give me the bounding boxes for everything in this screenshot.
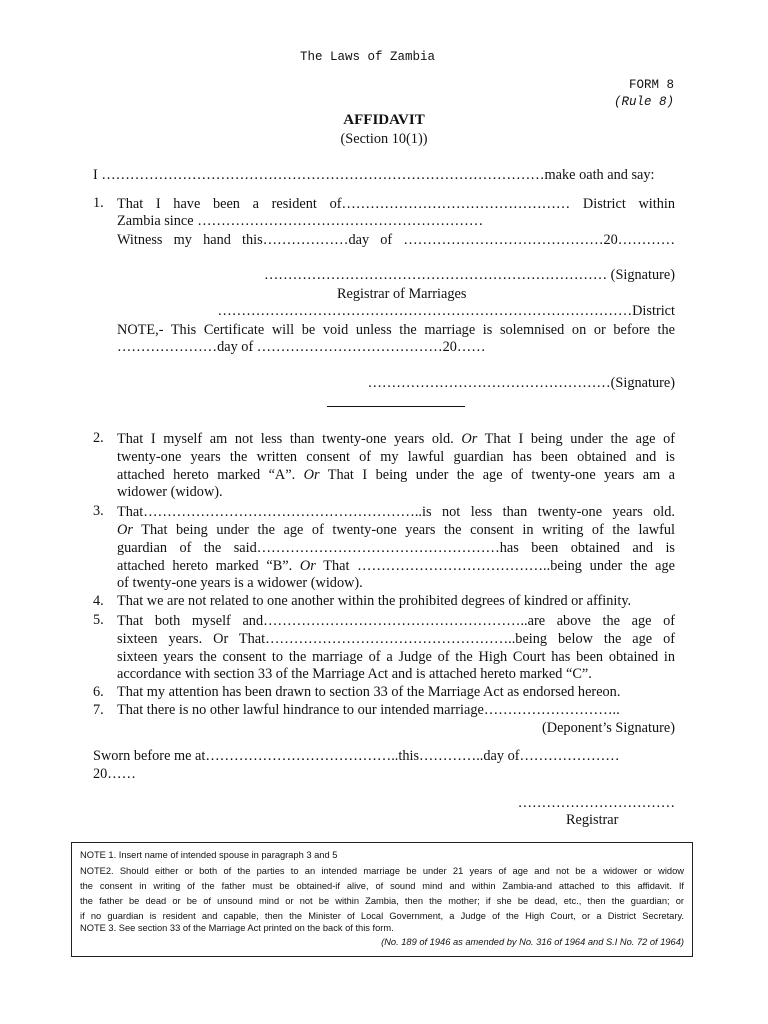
- para5-line: accordance with section 33 of the Marriage Act and is attached hereto marked “C”.: [117, 666, 592, 682]
- sworn-year: 20……: [93, 766, 136, 782]
- paragraph-number: 4.: [93, 593, 104, 609]
- para2-line: attached hereto marked “A”. Or That I being under the age of twenty-one years am a: [117, 467, 676, 483]
- paragraph-number: 1.: [93, 195, 104, 211]
- section-reference: (Section 10(1)): [340, 131, 428, 147]
- para5-line: sixteen years the consent to the marriage of a Judge of the High Court has been obtained in: [117, 649, 675, 665]
- citation: (No. 189 of 1946 as amended by No. 316 of 1964 and S.I No. 72 of 1964): [381, 937, 684, 947]
- registrar-signature-line: ……………………………: [517, 795, 675, 811]
- para5-line: That both myself and………………………………………………..are above the age of: [117, 613, 675, 629]
- oath-line: I …………………………………………………………………………………make oath and say:: [93, 167, 655, 183]
- deponent-signature: (Deponent’s Signature): [541, 720, 675, 736]
- para3-line: Or That being under the age of twenty-one years the consent in writing of the lawful: [117, 522, 675, 538]
- para1-line2: Zambia since ……………………………………………………: [117, 213, 484, 229]
- law-title: The Laws of Zambia: [300, 50, 436, 64]
- signature-line: ……………………………………………………………… (Signature): [263, 267, 675, 283]
- paragraph-number: 2.: [93, 430, 104, 446]
- para2-line: That I myself am not less than twenty-one years old. Or That I being under the age of: [117, 431, 675, 447]
- note-2-line: the consent in writing of the father must be obtained-if alive, of sound mind and within Zambia-and attached to this affidavit. If: [80, 881, 684, 891]
- registrar-of-marriages: Registrar of Marriages: [337, 286, 467, 302]
- form-number: FORM 8: [628, 78, 674, 92]
- divider-rule: [327, 406, 465, 407]
- para3-line: guardian of the said……………………………………………has been obtained and is: [117, 540, 675, 556]
- paragraph-number: 5.: [93, 612, 104, 628]
- certificate-note: NOTE,- This Certificate will be void unless the marriage is solemnised on or before the: [117, 322, 675, 338]
- signature-line-2: ……………………………………………(Signature): [367, 375, 675, 391]
- district-line: ……………………………………………………………………………District: [217, 303, 675, 319]
- para6-text: That my attention has been drawn to section 33 of the Marriage Act as endorsed hereon.: [117, 684, 621, 700]
- note-1: NOTE 1. Insert name of intended spouse in paragraph 3 and 5: [80, 850, 338, 860]
- registrar-label: Registrar: [566, 812, 619, 828]
- para2-line: twenty-one years the written consent of my lawful guardian has been obtained and is: [117, 449, 675, 465]
- certificate-note-date: …………………day of …………………………………20……: [117, 339, 486, 355]
- para2-line: widower (widow).: [117, 484, 223, 500]
- note-2-line: the father be dead or be of unsound mind or not be within Zambia, then the mother; if she be dead, etc., then the guardian; or: [80, 896, 684, 906]
- para7-text: That there is no other lawful hindrance to our intended marriage………………………..: [117, 702, 620, 718]
- paragraph-number: 7.: [93, 702, 104, 718]
- para5-line: sixteen years. Or That……………………………………………..being below the age of: [117, 631, 675, 647]
- rule-reference: (Rule 8): [613, 95, 674, 109]
- note-2-line: NOTE2. Should either or both of the parties to an intended marriage be under 21 years of age and not be a widower or widow: [80, 866, 684, 876]
- paragraph-number: 6.: [93, 684, 104, 700]
- para3-line: of twenty-one years is a widower (widow).: [117, 575, 363, 591]
- para1-line1: That I have been a resident of………………………………………… District within: [117, 196, 675, 212]
- note-3: NOTE 3. See section 33 of the Marriage Act printed on the back of this form.: [80, 923, 394, 933]
- para4-text: That we are not related to one another within the prohibited degrees of kindred or affinity.: [117, 593, 632, 609]
- page-title: AFFIDAVIT: [343, 112, 425, 128]
- para3-line: attached hereto marked “B”. Or That …………………………………..being under the age: [117, 558, 675, 574]
- sworn-line: Sworn before me at…………………………………..this…………..day of…………………: [93, 748, 620, 764]
- witness-line: Witness my hand this………………day of ……………………………………20…………: [117, 232, 675, 248]
- para3-line: That…………………………………………………..is not less than twenty-one years old.: [117, 504, 675, 520]
- paragraph-number: 3.: [93, 503, 104, 519]
- note-2-line: if no guardian is resident and capable, then the Minister of Local Government, a Judge of the High Court, or a District Secretary.: [80, 911, 684, 921]
